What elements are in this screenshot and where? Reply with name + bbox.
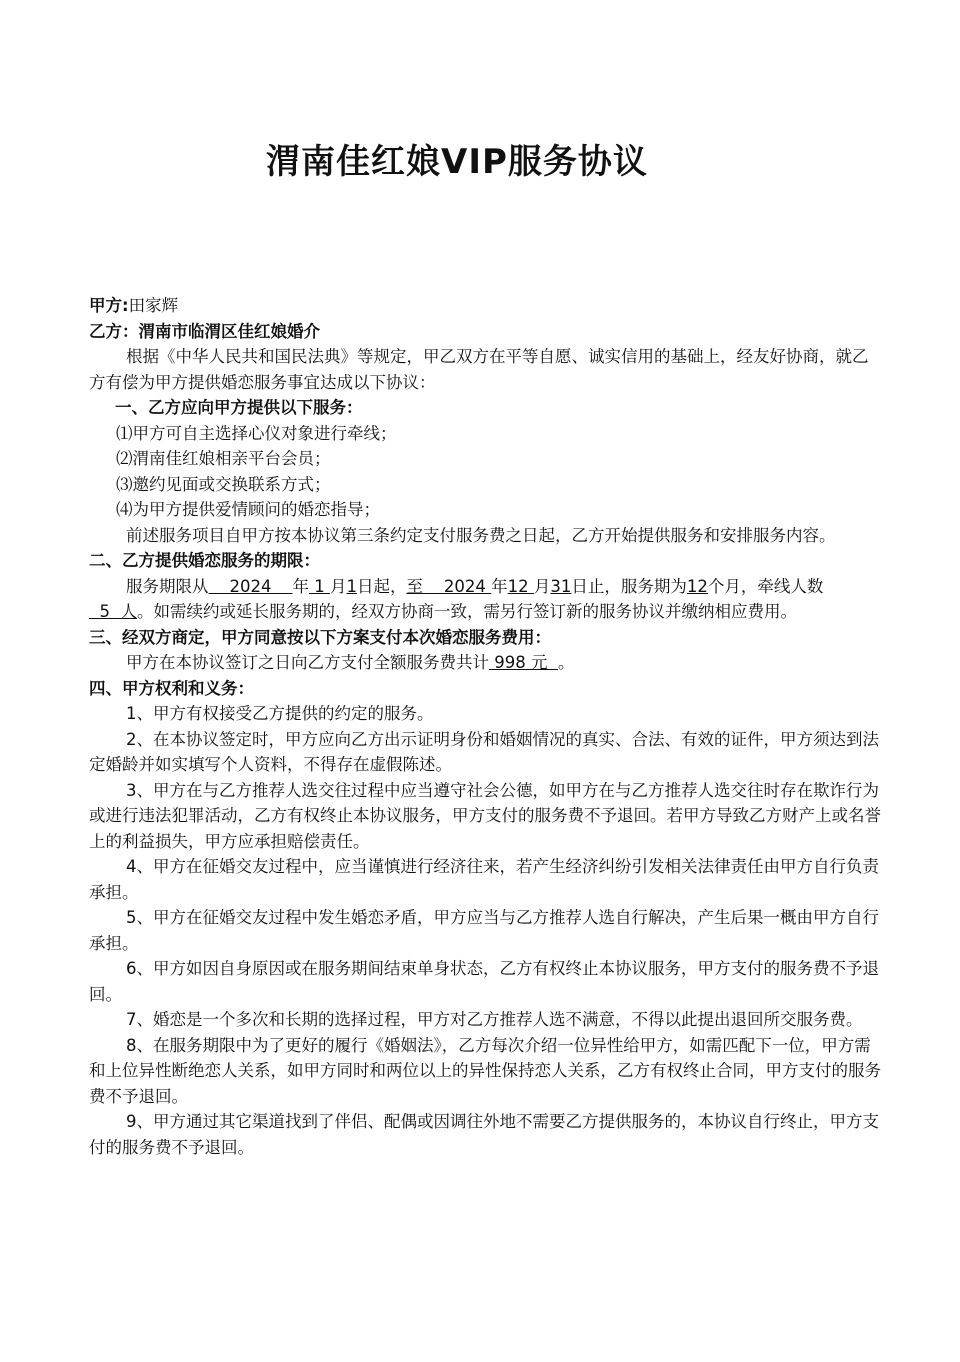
text-fragment: 年: [491, 576, 508, 596]
end-day-field: 31: [550, 576, 572, 596]
section-1-heading: 一、乙方应向甲方提供以下服务：: [115, 398, 363, 417]
amount-field: 998 元: [489, 653, 558, 672]
clause: 1、甲方有权接受乙方提供的约定的服务。: [126, 704, 434, 723]
start-month-field: 1: [308, 576, 330, 596]
document-body: [89, 293, 884, 1160]
service-item: ⑷为甲方提供爱情顾问的婚恋指导；: [116, 500, 380, 519]
clause: 2、在本协议签定时，甲方应向乙方出示证明身份和婚姻情况的真实、合法、有效的证件，甲方须达到法定婚龄并如实填写个人资料，不得存在虚假陈述。: [89, 729, 879, 774]
clause: 7、婚恋是一个多次和长期的选择过程，甲方对乙方推荐人选不满意，不得以此提出退回所交服务费。: [126, 1010, 863, 1029]
text-fragment: 日止，服务期为: [571, 576, 687, 596]
text-fragment: 月: [329, 576, 347, 596]
document-title: 渭南佳红娘VIP服务协议: [266, 142, 648, 182]
service-item: ⑵渭南佳红娘相亲平台会员；: [116, 449, 331, 468]
party-a-name: 田家辉: [128, 296, 179, 315]
party-a-line: [89, 293, 884, 319]
text-fragment: 年: [292, 576, 309, 596]
text-fragment: 日起，: [356, 576, 407, 596]
to-word: 至: [406, 576, 423, 596]
intro-paragraph: 根据《中华人民共和国民法典》等规定，甲乙双方在平等自愿、诚实信用的基础上，经友好协商，就乙方有偿为甲方提供婚恋服务事宜达成以下协议：: [89, 347, 869, 392]
service-note: 前述服务项目自甲方按本协议第三条约定支付服务费之日起，乙方开始提供服务和安排服务内容。: [126, 525, 836, 545]
clause: 8、在服务期限中为了更好的履行《婚姻法》，乙方每次介绍一位异性给甲方，如需匹配下一位，甲方需和上位异性断绝恋人关系，如甲方同时和两位以上的异性保持恋人关系，乙方有权终止合同，甲方支付的服务费不予退回。: [89, 1035, 881, 1106]
service-item: ⑶邀约见面或交换联系方式；: [116, 474, 331, 494]
start-day-field: 1: [346, 576, 357, 596]
payment-paragraph: [89, 650, 884, 676]
section-3-heading: 三、经双方商定，甲方同意按以下方案支付本次婚恋服务费用：: [89, 627, 551, 647]
party-b-name: 渭南市临渭区佳红娘婚介: [138, 321, 320, 341]
end-month-field: 12: [507, 576, 534, 596]
text-fragment: 个月，牵线人数: [707, 576, 824, 596]
party-b-line: [89, 319, 884, 345]
clause: 3、甲方在与乙方推荐人选交往过程中应当遵守社会公德，如甲方在与乙方推荐人选交往时存在欺诈行为或进行违法犯罪活动，乙方有权终止本协议服务，甲方支付的服务费不予退回。若甲方导致乙方财产上或名誉上的利益损失，甲方应承担赔偿责任。: [89, 780, 881, 851]
text-fragment: 月: [533, 576, 551, 596]
clause: 5、甲方在征婚交友过程中发生婚恋矛盾，甲方应当与乙方推荐人选自行解决，产生后果一概由甲方自行承担。: [89, 908, 879, 953]
clause: 6、甲方如因自身原因或在服务期间结束单身状态，乙方有权终止本协议服务，甲方支付的服务费不予退回。: [89, 959, 879, 1004]
clause: 4、甲方在征婚交友过程中，应当谨慎进行经济往来，若产生经济纠纷引发相关法律责任由甲方自行负责承担。: [89, 857, 879, 902]
months-field: 12: [686, 576, 708, 596]
service-item: ⑴甲方可自主选择心仪对象进行牵线；: [116, 423, 397, 443]
end-year-field: 2024: [422, 576, 492, 596]
text-fragment: 。: [557, 653, 575, 672]
text-fragment: 。如需续约或延长服务期的，经双方协商一致，需另行签订新的服务协议并缴纳相应费用。: [136, 602, 797, 621]
persons-field: 5 人: [89, 602, 137, 621]
section-2-heading: 二、乙方提供婚恋服务的期限：: [89, 551, 320, 570]
text-fragment: 甲方在本协议签订之日向乙方支付全额服务费共计: [126, 653, 489, 672]
party-b-label: 乙方：: [89, 321, 139, 341]
text-fragment: 服务期限从: [126, 576, 209, 596]
start-year-field: 2024: [208, 576, 293, 596]
clause: 9、甲方通过其它渠道找到了伴侣、配偶或因调往外地不需要乙方提供服务的，本协议自行终止，甲方支付的服务费不予退回。: [89, 1112, 879, 1157]
section-4-heading: 四、甲方权利和义务：: [89, 678, 254, 698]
party-a-label: 甲方:: [89, 296, 129, 315]
service-period-paragraph: [89, 574, 884, 625]
